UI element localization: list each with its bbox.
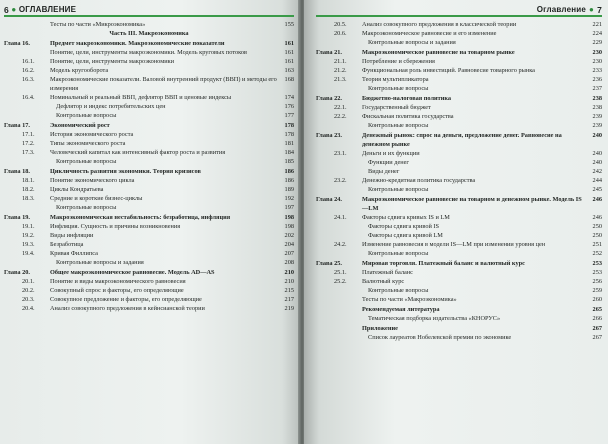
toc-entry-number: 22.2.	[334, 113, 347, 120]
toc-entry-number: Глава 18.	[4, 168, 30, 175]
toc-entry-page: 198	[284, 214, 294, 221]
toc-chapter-entry	[316, 94, 602, 103]
toc-entry-number: 25.1.	[334, 269, 347, 276]
toc-entry-page: 230	[592, 49, 602, 56]
toc-entry-title: Циклы Кондратьева	[50, 186, 104, 193]
toc-chapter-entry	[4, 167, 294, 176]
toc-entry	[316, 277, 602, 286]
toc-entry-page: 161	[284, 49, 294, 56]
toc-entry-page: 174	[284, 94, 294, 101]
toc-entry	[4, 93, 294, 102]
toc-entry	[4, 295, 294, 304]
toc-entry-page: 239	[592, 113, 602, 120]
header-bullet-icon: ●	[589, 5, 595, 14]
toc-entry-title: Контрольные вопросы	[56, 158, 117, 165]
toc-entry-title: Рекомендуемая литература	[362, 306, 440, 313]
toc-entry-number: Глава 17.	[4, 122, 30, 129]
toc-entry-page: 253	[592, 260, 602, 267]
toc-entry-number: 19.3.	[22, 241, 35, 248]
toc-entry	[316, 112, 602, 121]
toc-entry-title: Часть III. Макроэкономика	[109, 30, 189, 37]
toc-entry-title: Анализ совокупного предложения в классической теории	[362, 21, 517, 28]
toc-entry-page: 252	[592, 250, 602, 257]
toc-entry-number: Глава 20.	[4, 269, 30, 276]
toc-entry-page: 192	[284, 195, 294, 202]
toc-entry-page: 177	[284, 112, 294, 119]
toc-chapter-entry	[4, 121, 294, 130]
toc-entry-title: Теория мультипликатора	[362, 76, 429, 83]
toc-entry	[316, 249, 602, 258]
toc-entry	[316, 295, 602, 304]
toc-entry-title: Безработица	[50, 241, 84, 248]
toc-entry-number: 18.3.	[22, 195, 35, 202]
toc-entry-number: Глава 22.	[316, 95, 342, 102]
toc-entry-page: 245	[592, 186, 602, 193]
toc-entry	[4, 240, 294, 249]
header-bullet-icon: ●	[8, 5, 19, 14]
toc-entry-title: Экономический рост	[50, 122, 110, 129]
toc-entry-number: 17.3.	[22, 149, 35, 156]
toc-entry	[4, 66, 294, 75]
toc-entry-number: 20.3.	[22, 296, 35, 303]
toc-entry-title: Средние и короткие бизнес-циклы	[50, 195, 143, 202]
toc-entry-page: 168	[284, 76, 294, 83]
toc-entry-page: 185	[284, 158, 294, 165]
toc-entry-page: 198	[284, 223, 294, 230]
toc-entry-title: Макроэкономическое равновесие на товарном и денежном рынке. Модель IS—LM	[362, 196, 582, 212]
toc-right	[316, 20, 602, 342]
toc-entry	[4, 75, 294, 93]
toc-entry-page: 267	[592, 325, 602, 332]
toc-entry-page: 240	[592, 150, 602, 157]
toc-entry-page: 240	[592, 159, 602, 166]
toc-entry	[4, 286, 294, 295]
toc-entry-page: 202	[284, 232, 294, 239]
toc-entry	[4, 203, 294, 212]
toc-entry-number: Глава 24.	[316, 196, 342, 203]
toc-entry-title: Контрольные вопросы и задания	[56, 259, 144, 266]
toc-entry-page: 240	[592, 132, 602, 139]
toc-entry	[316, 29, 602, 38]
toc-entry	[316, 167, 602, 176]
toc-entry	[4, 231, 294, 240]
toc-entry-page: 239	[592, 122, 602, 129]
toc-entry-title: Список лауреатов Нобелевской премии по экономике	[368, 334, 512, 341]
toc-entry	[316, 176, 602, 185]
toc-entry-title: Мировая торговля. Платежный баланс и валютный курс	[362, 260, 525, 267]
toc-entry-number: 19.1.	[22, 223, 35, 230]
toc-entry-title: Номинальный и реальный ВВП, дефлятор ВВП и ценовые индексы	[50, 94, 232, 101]
toc-entry-title: Факторы сдвига кривой IS	[368, 223, 440, 230]
toc-entry-title: Контрольные вопросы	[368, 85, 429, 92]
toc-entry-title: Тематическая подборка издательства «КНОРУС»	[368, 315, 501, 322]
left-page-header	[4, 4, 294, 17]
toc-entry	[316, 66, 602, 75]
toc-entry-page: 250	[592, 223, 602, 230]
toc-entry	[4, 102, 294, 111]
toc-entry-title: Контрольные вопросы	[368, 250, 429, 257]
toc-entry-title: Понятие, цели, инструменты макроэкономики. Модель круговых потоков	[50, 49, 248, 56]
toc-entry-page: 230	[592, 58, 602, 65]
toc-entry-title: Денежный рынок: спрос на деньги, предложение денег. Равновесие на денежном рынке	[362, 132, 562, 148]
toc-entry-page: 242	[592, 168, 602, 175]
toc-entry-number: 24.1.	[334, 214, 347, 221]
toc-entry-page: 181	[284, 140, 294, 147]
toc-entry	[316, 75, 602, 84]
toc-entry	[4, 277, 294, 286]
toc-entry-title: Контрольные вопросы	[56, 112, 117, 119]
toc-entry-page: 161	[284, 40, 294, 47]
toc-entry-page: 253	[592, 269, 602, 276]
toc-entry-page: 163	[284, 67, 294, 74]
toc-entry-number: 16.4.	[22, 94, 35, 101]
toc-entry-title: Дефлятор и индекс потребительских цен	[56, 103, 166, 110]
toc-entry-page: 246	[592, 196, 602, 203]
toc-chapter-entry	[316, 195, 602, 213]
toc-entry-number: 20.2.	[22, 287, 35, 294]
toc-entry	[316, 103, 602, 112]
toc-entry-page: 204	[284, 241, 294, 248]
toc-entry-page: 176	[284, 103, 294, 110]
toc-entry-title: Тесты по части «Микроэкономика»	[50, 21, 146, 28]
toc-entry	[4, 148, 294, 157]
toc-entry-title: Макроэкономическое равновесие и его изменение	[362, 30, 497, 37]
toc-entry-number: Глава 16.	[4, 40, 30, 47]
toc-entry-page: 244	[592, 177, 602, 184]
toc-entry-page: 161	[284, 58, 294, 65]
left-page	[0, 0, 300, 444]
toc-entry-number: Глава 19.	[4, 214, 30, 221]
toc-entry-page: 221	[592, 21, 602, 28]
toc-entry-title: Совокупный спрос и факторы, его определяющие	[50, 287, 184, 294]
toc-entry-page: 178	[284, 122, 294, 129]
toc-entry-title: Макроэкономическое равновесие на товарном рынке	[362, 49, 515, 56]
toc-entry	[4, 20, 294, 29]
toc-entry-page: 186	[284, 168, 294, 175]
toc-entry-number: 24.2.	[334, 241, 347, 248]
toc-entry	[316, 185, 602, 194]
toc-entry-number: 20.4.	[22, 305, 35, 312]
toc-entry-page: 217	[284, 296, 294, 303]
toc-entry-page: 265	[592, 306, 602, 313]
toc-entry-number: 25.2.	[334, 278, 347, 285]
toc-entry	[316, 20, 602, 29]
toc-entry	[4, 111, 294, 120]
toc-entry-number: 16.3.	[22, 76, 35, 83]
toc-chapter-entry	[316, 131, 602, 149]
toc-chapter-entry	[4, 268, 294, 277]
toc-entry-title: Валютный курс	[362, 278, 405, 285]
toc-entry-page: 266	[592, 315, 602, 322]
toc-entry	[316, 240, 602, 249]
toc-entry-page: 233	[592, 67, 602, 74]
toc-entry	[316, 121, 602, 130]
toc-entry-page: 189	[284, 186, 294, 193]
toc-entry-title: Денежно-кредитная политика государства	[362, 177, 476, 184]
toc-entry-title: Государственный бюджет	[362, 104, 431, 111]
toc-entry-title: Факторы сдвига кривых IS и LM	[362, 214, 450, 221]
toc-entry-number: 21.1.	[334, 58, 347, 65]
toc-entry-page: 250	[592, 232, 602, 239]
toc-entry	[4, 157, 294, 166]
left-page-title: ОГЛАВЛЕНИЕ	[18, 5, 77, 14]
toc-entry-number: 16.2.	[22, 67, 35, 74]
toc-entry-page: 238	[592, 104, 602, 111]
toc-entry-number: 19.4.	[22, 250, 35, 257]
toc-entry-number: 23.1.	[334, 150, 347, 157]
toc-entry-title: Контрольные вопросы	[368, 287, 429, 294]
toc-entry-number: Глава 25.	[316, 260, 342, 267]
toc-entry-title: Анализ совокупного предложения в кейнсианской теории	[50, 305, 205, 312]
toc-chapter-entry	[4, 39, 294, 48]
toc-entry-title: Типы экономического роста	[50, 140, 126, 147]
toc-entry-number: 19.2.	[22, 232, 35, 239]
toc-entry-page: 236	[592, 76, 602, 83]
toc-part-heading	[4, 29, 294, 38]
toc-entry	[4, 185, 294, 194]
toc-entry-title: Контрольные вопросы	[368, 122, 429, 129]
toc-entry-title: Общее макроэкономическое равновесие. Модель AD—AS	[50, 269, 215, 276]
toc-entry-title: Платежный баланс	[362, 269, 413, 276]
toc-entry-title: Контрольные вопросы	[56, 204, 117, 211]
toc-entry	[4, 130, 294, 139]
toc-entry-number: 21.3.	[334, 76, 347, 83]
toc-chapter-entry	[316, 324, 602, 333]
toc-entry-title: Факторы сдвига кривой LM	[368, 232, 443, 239]
toc-entry	[316, 333, 602, 342]
left-page-number: 6	[4, 4, 9, 15]
toc-entry-number: 20.1.	[22, 278, 35, 285]
toc-entry	[316, 38, 602, 47]
toc-entry-page: 256	[592, 278, 602, 285]
toc-chapter-entry	[316, 305, 602, 314]
toc-entry-number: 20.6.	[334, 30, 347, 37]
right-page-header	[316, 4, 602, 17]
toc-entry-title: Совокупное предложение и факторы, его определяющие	[50, 296, 202, 303]
toc-entry-title: История экономического роста	[50, 131, 134, 138]
toc-entry	[4, 48, 294, 57]
toc-entry	[4, 57, 294, 66]
toc-entry-page: 215	[284, 287, 294, 294]
toc-entry-page: 208	[284, 259, 294, 266]
toc-entry-page: 155	[284, 21, 294, 28]
toc-entry	[316, 268, 602, 277]
toc-entry-title: Макроэкономическая нестабильность: безработица, инфляция	[50, 214, 231, 221]
toc-entry	[316, 286, 602, 295]
toc-entry-page: 210	[284, 278, 294, 285]
toc-entry-page: 259	[592, 287, 602, 294]
toc-entry-page: 237	[592, 85, 602, 92]
toc-entry-title: Потребление и сбережения	[362, 58, 435, 65]
toc-entry	[316, 84, 602, 93]
toc-left	[4, 20, 294, 313]
toc-entry-title: Фискальная политика государства	[362, 113, 454, 120]
toc-entry-title: Контрольные вопросы и задания	[368, 39, 456, 46]
toc-entry-title: Тесты по части «Макроэкономика»	[362, 296, 457, 303]
toc-entry-page: 207	[284, 250, 294, 257]
toc-entry-number: 18.2.	[22, 186, 35, 193]
toc-entry-title: Модель кругооборота	[50, 67, 109, 74]
toc-entry	[316, 231, 602, 240]
toc-entry	[4, 304, 294, 313]
toc-entry-title: Человеческий капитал как интенсивный фактор роста и развития	[50, 149, 226, 156]
toc-chapter-entry	[4, 213, 294, 222]
toc-entry-number: 20.5.	[334, 21, 347, 28]
toc-entry-number: 23.2.	[334, 177, 347, 184]
toc-entry-number: 21.2.	[334, 67, 347, 74]
toc-entry-page: 210	[284, 269, 294, 276]
toc-entry-number: Глава 21.	[316, 49, 342, 56]
toc-entry-title: Понятие и виды макроэкономического равновесия	[50, 278, 186, 285]
toc-entry	[316, 222, 602, 231]
toc-entry-title: Макроэкономические показатели. Валовой внутренний продукт (ВВП) и методы его измерения	[50, 76, 277, 92]
toc-entry-title: Кривая Филлипса	[50, 250, 98, 257]
toc-entry	[4, 258, 294, 267]
toc-entry-page: 184	[284, 149, 294, 156]
toc-entry-number: 16.1.	[22, 58, 35, 65]
toc-entry-page: 224	[592, 30, 602, 37]
toc-entry-title: Функциональная роль инвестиций. Равновесие товарного рынка	[362, 67, 535, 74]
toc-entry-page: 186	[284, 177, 294, 184]
toc-entry-page: 178	[284, 131, 294, 138]
toc-entry-title: Цикличность развития экономики. Теория кризисов	[50, 168, 201, 175]
toc-entry-title: Изменение равновесия в модели IS—LM при изменении уровня цен	[362, 241, 546, 248]
toc-entry-number: 17.1.	[22, 131, 35, 138]
toc-entry	[4, 222, 294, 231]
toc-entry	[4, 139, 294, 148]
toc-entry	[316, 213, 602, 222]
toc-entry-title: Виды денег	[368, 168, 400, 175]
right-page	[304, 0, 608, 444]
toc-entry-title: Виды инфляции	[50, 232, 94, 239]
toc-entry-page: 267	[592, 334, 602, 341]
toc-entry	[4, 194, 294, 203]
toc-entry-number: 17.2.	[22, 140, 35, 147]
toc-entry-page: 219	[284, 305, 294, 312]
toc-entry	[316, 149, 602, 158]
toc-entry-title: Инфляция. Сущность и причины возникновения	[50, 223, 181, 230]
toc-entry-title: Контрольные вопросы	[368, 186, 429, 193]
toc-entry-page: 251	[592, 241, 602, 248]
toc-entry-page: 238	[592, 95, 602, 102]
toc-entry-page: 260	[592, 296, 602, 303]
toc-entry-title: Бюджетно-налоговая политика	[362, 95, 452, 102]
toc-entry-title: Деньги и их функции	[362, 150, 420, 157]
toc-entry	[316, 314, 602, 323]
toc-entry-number: Глава 23.	[316, 132, 342, 139]
toc-entry-number: 18.1.	[22, 177, 35, 184]
toc-entry-title: Понятие экономического цикла	[50, 177, 135, 184]
toc-entry-title: Функции денег	[368, 159, 409, 166]
toc-chapter-entry	[316, 48, 602, 57]
toc-entry-title: Приложение	[362, 325, 398, 332]
toc-entry	[316, 158, 602, 167]
toc-entry-title: Предмет макроэкономики. Макроэкономические показатели	[50, 40, 225, 47]
toc-chapter-entry	[316, 259, 602, 268]
right-page-title: Оглавление	[536, 5, 587, 14]
right-page-number: 7	[597, 4, 602, 15]
toc-entry	[4, 176, 294, 185]
toc-entry-title: Понятие, цели, инструменты макроэкономики	[50, 58, 174, 65]
toc-entry-page: 246	[592, 214, 602, 221]
toc-entry-number: 22.1.	[334, 104, 347, 111]
toc-entry	[316, 57, 602, 66]
toc-entry-page: 229	[592, 39, 602, 46]
toc-entry-page: 197	[284, 204, 294, 211]
toc-entry	[4, 249, 294, 258]
